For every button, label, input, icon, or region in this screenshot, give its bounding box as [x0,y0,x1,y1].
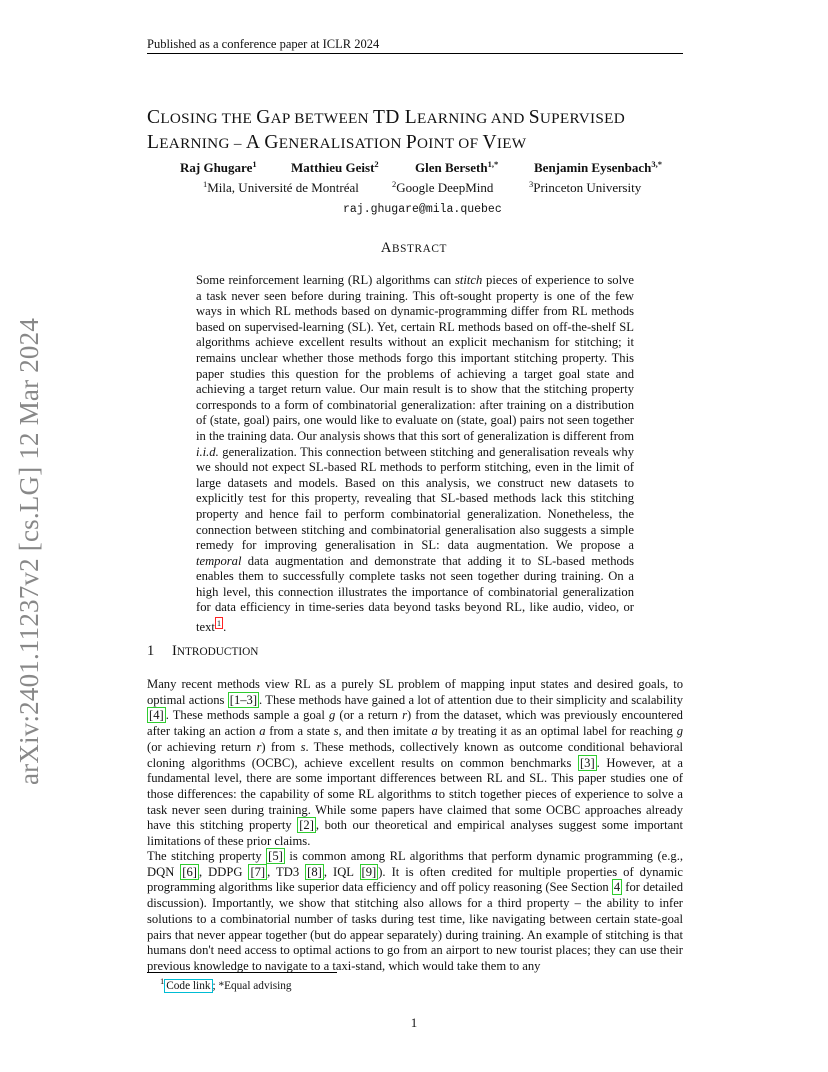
title-line-2 [147,131,707,156]
author-1: Raj Ghugare$^1$ [180,159,257,175]
math-symbol: g [328,708,336,723]
affiliation-1: $^1$Mila, Université de Montréal [203,179,359,195]
author-names-row [150,159,690,179]
body-text-run: , IQL [323,864,360,879]
title-text: EARNING AND [417,110,529,127]
title-text: UPERVISED [539,110,625,127]
title-text: LOSING THE [160,110,257,127]
body-text-run: . However, at a fundamental level, there are some important differences between RL and SL. This paper studies one of those differences: the capability of some RL algorithms to stitch together pieces of experience to solve a task never seen during training. While some papers have claimed that some OCBC approaches already have this stitching property [147,755,683,833]
author-block [150,159,690,199]
math-symbol: a [431,724,438,739]
title-text: AP BETWEEN [270,110,374,127]
body-text-run: for detailed discussion). Importantly, we show that stitching also allows for a third property – the ability to infer solutions to a combinatorial number of tasks during test time, like navigating between certain state-goal pairs that never appear together (but do appear separately) during training. An example of stitching is that humans don't need access to optimal actions to go from an airport to new tourist places; they can use their previous knowledge to navigate to a taxi-stand, which would take them to any [147,880,684,973]
citation-link[interactable]: [6] [182,864,197,879]
body-text-run: . These methods sample a goal [165,708,329,723]
math-symbol: r [256,739,262,754]
math-symbol: r [402,708,407,723]
header-rule [147,53,683,54]
title-text: TD L [373,107,417,128]
author-4: Benjamin Eysenbach$^{3,*}$ [534,159,663,175]
title-text: IEW [496,135,527,152]
body-text-run: , both our theoretical and empirical analyses suggest some important limitations of these prior claims. [147,818,683,849]
body-text-run: , and then imitate [338,724,432,739]
citation-link[interactable]: [4] [149,708,164,723]
running-header: Published as a conference paper at ICLR 2024 [147,37,380,51]
math-symbol: s [333,724,339,739]
title-text: ENERALISATION [278,135,406,152]
abstract-text: Some reinforcement learning (RL) algorithms can stitch pieces of experience to solve a task never seen before during training. This oft-sought property is one of the few ways in which RL methods based on dynamic-programming differ from RL methods based on supervised-learning (SL). Yet, certain RL methods based on off-the-shelf SL algorithms achieve excellent results without an explicit mechanism for stitching; it remains unclear whether those methods forgo this important stitching property. This paper studies this question for the problems of achieving a target goal state and achieving a target return value. Our main result is to show that the stitching property corresponds to a form of combinatorial generalization: after training on a distribution of (state, goal) pairs, one would like to evaluate on (state, goal) pairs not seen together in the training data. Our analysis shows that this sort of generalization is different from i.i.d. generalization. This connection between stitching and generalisation reveals why we should not expect SL-based RL methods to perform stitching, even in the limit of large datasets and models. Based on this analysis, we construct new datasets to explicitly test for this property, revealing that SL-based methods lack this stitching property and hence fail to perform combinatorial generalization. Nonetheless, the connection between stitching and combinatorial generalisation also suggests a simple remedy for improving generalisation in SL: data augmentation. We propose a temporal data augmentation and demonstrate that adding it to SL-based methods enables them to successfully complete tasks not seen together during training. On a high level, this connection illustrates the importance of combinatorial generalization for data efficiency in time-series data beyond tasks beyond RL, like audio, video, or text $^1$ . [196,273,634,635]
body-text-run: The stitching property [147,849,267,863]
body-text-run: ) from the dataset, which was previously encountered after taking an action [147,708,683,739]
citation-link[interactable]: [7] [250,864,266,879]
footnote: $^1$ Code link ; *Equal advising [160,976,292,992]
math-symbol: s [300,739,306,754]
title-text: G [256,107,271,128]
body-text-run: (or achieving return [147,739,257,754]
title-line-1 [147,106,707,131]
math-symbol: a [259,724,266,739]
affiliation-2: $^2$Google DeepMind [392,179,494,195]
body-text-run: ). It is often credited for multiple properties of dynamic programming algorithms like superior data efficiency and off policy reasoning (See Section [147,864,684,895]
math-symbol: g [676,724,684,739]
body-text-run: ) from [261,739,301,754]
title-text: A G [245,132,279,153]
paper-title [147,106,707,156]
author-email[interactable]: raj.ghugare@mila.quebec [343,203,502,216]
citation-link[interactable]: [5] [268,849,283,863]
citation-link[interactable]: [1–3] [229,692,258,707]
body-text-run: by treating it as an optimal label for reaching [437,724,677,739]
title-text: V [482,132,497,153]
body-text-run: from a state [265,724,334,739]
code-link[interactable]: Code link [166,980,211,992]
citation-link[interactable]: 4 [613,880,621,895]
body-text-run: (or a return [335,708,403,723]
affiliation-3: $^3$Princeton University [529,179,642,195]
author-3: Glen Berseth$^{1,*}$ [415,159,499,175]
introduction-paragraph-1 [147,677,683,850]
page-number: 1 [410,1015,418,1030]
citation-link[interactable]: [2] [299,818,314,833]
section-heading-introduction: 1 INTRODUCTION [147,643,259,659]
body-text-run: , TD3 [267,864,306,879]
body-text-run: . These methods have gained a lot of attention due to their simplicity and scalability [259,692,683,707]
body-text-run: Many recent methods view RL as a purely SL problem of mapping input states and desired goals, to optimal actions [147,677,683,707]
abstract-heading: ABSTRACT [380,240,448,256]
body-text-run: is common among RL algorithms that perform dynamic programming (e.g., DQN [147,849,683,879]
arxiv-stamp[interactable]: arXiv:2401.11237v2 [cs.LG] 12 Mar 2024 [14,317,44,785]
citation-link[interactable]: [3] [579,755,595,770]
footnote-rule [147,972,337,973]
title-text: L [147,132,160,153]
title-text: P [405,132,417,153]
title-text: EARNING – [159,135,246,152]
citation-link[interactable]: [8] [307,864,322,879]
author-2: Matthieu Geist$^2$ [291,159,379,175]
body-text-run: . These methods, collectively known as outcome conditional behavioral cloning algorithms (OCBC), achieve excellent results on common benchmarks [147,739,683,770]
citation-link[interactable]: [9] [361,864,377,879]
footnote-marker[interactable]: 1 [216,618,222,629]
title-text: S [528,107,540,128]
title-text: C [147,107,161,128]
body-text-run: , DDPG [198,864,249,879]
affiliation-row [150,179,690,199]
title-text: OINT OF [416,135,483,152]
introduction-paragraph-2 [147,849,683,975]
